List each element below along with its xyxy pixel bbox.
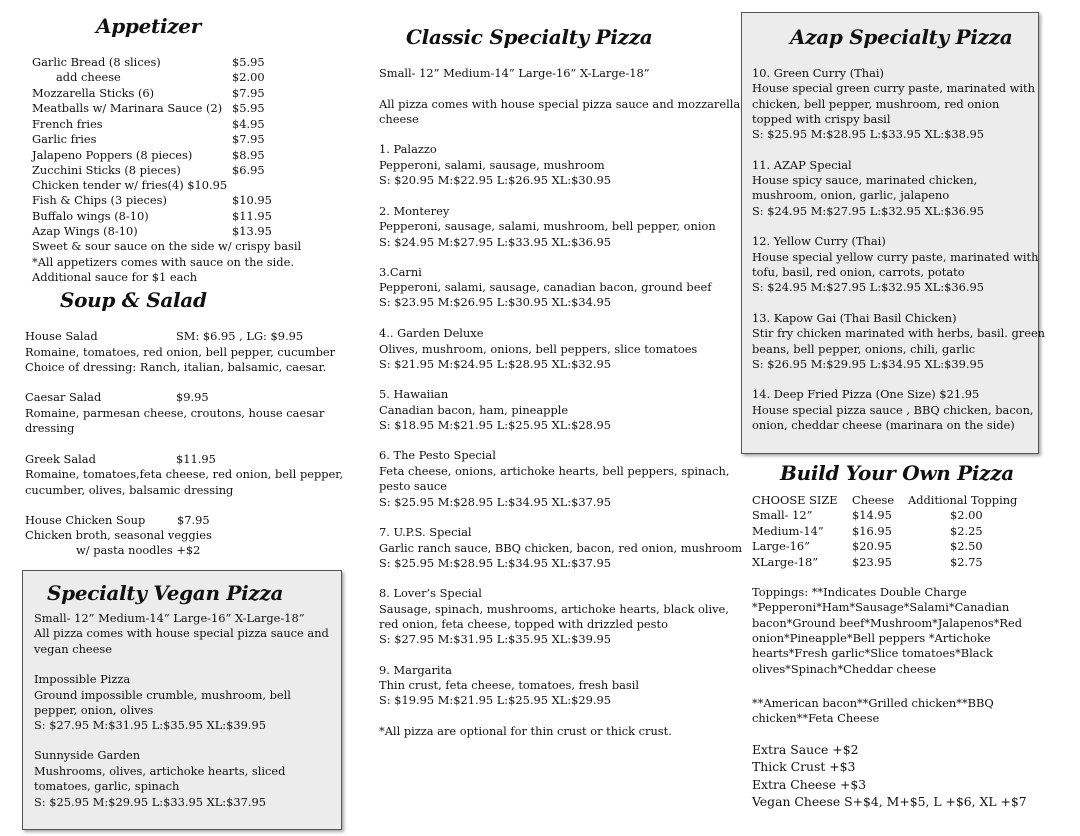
vegan-item-desc: pepper, onion, olives — [34, 703, 154, 717]
classic-item-prices: S: $27.95 M:$31.95 L:$35.95 XL:$39.95 — [379, 632, 611, 646]
azap-item-desc: topped with crispy basil — [752, 112, 891, 126]
appetizer-price: $5.95 — [232, 55, 265, 69]
azap-item-desc: onion, cheddar cheese (marinara on the side) — [752, 418, 1015, 432]
appetizer-item: Zucchini Sticks (8 pieces) — [32, 163, 181, 177]
classic-item-name: 2. Monterey — [379, 204, 450, 218]
classic-info: cheese — [379, 112, 419, 126]
azap-item-desc: House special green curry paste, marinated with — [752, 81, 1035, 95]
classic-item-desc: Garlic ranch sauce, BBQ chicken, bacon, red onion, mushroom — [379, 541, 743, 555]
greek-salad-name: Greek Salad — [25, 452, 96, 466]
classic-item-prices: S: $25.95 M:$28.95 L:$34.95 XL:$37.95 — [379, 495, 611, 509]
appetizer-item: Chicken tender w/ fries(4) $10.95 — [32, 178, 228, 192]
extra-cheese: Extra Cheese +$3 — [752, 777, 867, 792]
thick-crust: Thick Crust +$3 — [752, 759, 856, 774]
classic-item-prices: S: $21.95 M:$24.95 L:$28.95 XL:$32.95 — [379, 357, 611, 371]
azap-item-desc: beans, bell pepper, onions, chili, garlic — [752, 342, 976, 356]
caesar-salad-price: $9.95 — [176, 390, 209, 404]
azap-item-name: 11. AZAP Special — [752, 158, 852, 172]
toppings-line: bacon*Ground beef*Mushroom*Jalapenos*Red — [752, 616, 1023, 630]
azap-item-name: 14. Deep Fried Pizza (One Size) $21.95 — [752, 387, 980, 401]
azap-item-prices: S: $26.95 M:$29.95 L:$34.95 XL:$39.95 — [752, 357, 984, 371]
build-size: Medium-14” — [752, 524, 824, 538]
appetizer-item: Buffalo wings (8-10) — [32, 209, 149, 223]
classic-item-desc: pesto sauce — [379, 479, 448, 493]
classic-item-name: 3.Carni — [379, 265, 422, 279]
azap-item-desc: House special yellow curry paste, marinated with — [752, 250, 1039, 264]
build-header-cheese: Cheese — [852, 493, 895, 507]
classic-sizes: Small- 12” Medium-14” Large-16” X-Large-18” — [379, 66, 650, 80]
chicken-soup-desc: w/ pasta noodles +$2 — [76, 543, 201, 557]
azap-item-name: 13. Kapow Gai (Thai Basil Chicken) — [752, 311, 957, 325]
classic-item-desc: Thin crust, feta cheese, tomatoes, fresh basil — [379, 678, 640, 692]
house-salad-desc: Romaine, tomatoes, red onion, bell pepper, cucumber — [25, 345, 336, 359]
extra-sauce: Extra Sauce +$2 — [752, 742, 859, 757]
azap-item-name: 10. Green Curry (Thai) — [752, 66, 884, 80]
appetizer-item: Meatballs w/ Marinara Sauce (2) — [32, 101, 223, 115]
appetizer-note: *All appetizers comes with sauce on the side. — [32, 255, 294, 269]
appetizer-item: Azap Wings (8-10) — [32, 224, 138, 238]
vegan-item-prices: S: $25.95 M:$29.95 L:$33.95 XL:$37.95 — [34, 795, 266, 809]
vegan-item-name: Sunnyside Garden — [34, 748, 141, 762]
classic-item-desc: red onion, feta cheese, topped with drizzled pesto — [379, 617, 668, 631]
azap-item-desc: House special pizza sauce , BBQ chicken, bacon, — [752, 403, 1034, 417]
classic-item-desc: Feta cheese, onions, artichoke hearts, bell peppers, spinach, — [379, 464, 730, 478]
azap-item-prices: S: $24.95 M:$27.95 L:$32.95 XL:$36.95 — [752, 204, 984, 218]
classic-pizza-title: Classic Specialty Pizza — [406, 25, 653, 49]
classic-item-prices: S: $23.95 M:$26.95 L:$30.95 XL:$34.95 — [379, 295, 611, 309]
appetizer-item: Fish & Chips (3 pieces) — [32, 193, 167, 207]
classic-item-prices: S: $18.95 M:$21.95 L:$25.95 XL:$28.95 — [379, 418, 611, 432]
greek-salad-desc: Romaine, tomatoes,feta cheese, red onion, bell pepper, — [25, 467, 344, 481]
appetizer-price: $6.95 — [232, 163, 265, 177]
vegan-item-prices: S: $27.95 M:$31.95 L:$35.95 XL:$39.95 — [34, 718, 266, 732]
build-header-topping: Additional Topping — [908, 493, 1018, 507]
vegan-item-name: Impossible Pizza — [34, 672, 131, 686]
build-topping-price: $2.00 — [950, 508, 983, 522]
toppings-line: Toppings: **Indicates Double Charge — [752, 585, 967, 599]
classic-item-name: 7. U.P.S. Special — [379, 525, 472, 539]
build-size: XLarge-18” — [752, 555, 819, 569]
build-header-size: CHOOSE SIZE — [752, 493, 838, 507]
chicken-soup-name: House Chicken Soup — [25, 513, 146, 527]
azap-pizza-title: Azap Specialty Pizza — [790, 25, 1013, 49]
chicken-soup-price: $7.95 — [177, 513, 210, 527]
classic-item-desc: Canadian bacon, ham, pineapple — [379, 403, 569, 417]
appetizer-price: $13.95 — [232, 224, 272, 238]
double-toppings-line: chicken**Feta Cheese — [752, 711, 880, 725]
appetizer-item: Mozzarella Sticks (6) — [32, 86, 155, 100]
greek-salad-desc: cucumber, olives, balsamic dressing — [25, 483, 234, 497]
classic-item-name: 1. Palazzo — [379, 142, 437, 156]
toppings-line: *Pepperoni*Ham*Sausage*Salami*Canadian — [752, 600, 1010, 614]
classic-item-desc: Sausage, spinach, mushrooms, artichoke hearts, black olive, — [379, 602, 729, 616]
classic-item-name: 9. Margarita — [379, 663, 452, 677]
appetizer-item: Garlic Bread (8 slices) — [32, 55, 161, 69]
toppings-line: olives*Spinach*Cheddar cheese — [752, 662, 937, 676]
azap-item-desc: tofu, basil, red onion, carrots, potato — [752, 265, 965, 279]
vegan-item-desc: Mushrooms, olives, artichoke hearts, sliced — [34, 764, 286, 778]
soup-salad-title: Soup & Salad — [60, 288, 207, 312]
azap-item-desc: mushroom, onion, garlic, jalapeno — [752, 188, 950, 202]
azap-item-prices: S: $25.95 M:$28.95 L:$33.95 XL:$38.95 — [752, 127, 984, 141]
classic-item-name: 4.. Garden Deluxe — [379, 326, 484, 340]
build-topping-price: $2.25 — [950, 524, 983, 538]
classic-item-desc: Pepperoni, salami, sausage, canadian bacon, ground beef — [379, 280, 712, 294]
vegan-cheese: Vegan Cheese S+$4, M+$5, L +$6, XL +$7 — [752, 794, 1027, 809]
build-cheese-price: $23.95 — [852, 555, 892, 569]
appetizer-item: Garlic fries — [32, 132, 97, 146]
build-pizza-title: Build Your Own Pizza — [780, 461, 1014, 485]
caesar-salad-desc: dressing — [25, 421, 75, 435]
classic-info: All pizza comes with house special pizza sauce and mozzarella — [379, 97, 741, 111]
classic-item-desc: Pepperoni, sausage, salami, mushroom, bell pepper, onion — [379, 219, 716, 233]
appetizer-price: $11.95 — [232, 209, 272, 223]
azap-item-desc: Stir fry chicken marinated with herbs, basil. green — [752, 326, 1046, 340]
appetizer-title: Appetizer — [96, 14, 201, 38]
vegan-info: vegan cheese — [34, 642, 112, 656]
azap-item-prices: S: $24.95 M:$27.95 L:$32.95 XL:$36.95 — [752, 280, 984, 294]
appetizer-note: Additional sauce for $1 each — [32, 270, 198, 284]
appetizer-item: French fries — [32, 117, 103, 131]
vegan-item-desc: Ground impossible crumble, mushroom, bell — [34, 688, 291, 702]
build-cheese-price: $20.95 — [852, 539, 892, 553]
toppings-line: onion*Pineapple*Bell peppers *Artichoke — [752, 631, 991, 645]
classic-item-prices: S: $19.95 M:$21.95 L:$25.95 XL:$29.95 — [379, 693, 611, 707]
appetizer-price: $5.95 — [232, 101, 265, 115]
vegan-info: All pizza comes with house special pizza sauce and — [34, 626, 329, 640]
appetizer-item: Jalapeno Poppers (8 pieces) — [32, 148, 193, 162]
build-size: Small- 12” — [752, 508, 813, 522]
house-salad-price: SM: $6.95 , LG: $9.95 — [176, 329, 304, 343]
appetizer-price: $7.95 — [232, 132, 265, 146]
build-topping-price: $2.50 — [950, 539, 983, 553]
vegan-sizes: Small- 12” Medium-14” Large-16” X-Large-18” — [34, 611, 305, 625]
classic-item-name: 6. The Pesto Special — [379, 448, 496, 462]
appetizer-item: add cheese — [56, 70, 121, 84]
classic-item-prices: S: $24.95 M:$27.95 L:$33.95 XL:$36.95 — [379, 235, 611, 249]
double-toppings-line: **American bacon**Grilled chicken**BBQ — [752, 696, 994, 710]
house-salad-desc: Choice of dressing: Ranch, italian, balsamic, caesar. — [25, 360, 327, 374]
chicken-soup-desc: Chicken broth, seasonal veggies — [25, 528, 212, 542]
appetizer-price: $10.95 — [232, 193, 272, 207]
classic-footnote: *All pizza are optional for thin crust or thick crust. — [379, 724, 672, 738]
appetizer-price: $4.95 — [232, 117, 265, 131]
toppings-line: hearts*Fresh garlic*Slice tomatoes*Black — [752, 646, 993, 660]
build-size: Large-16” — [752, 539, 810, 553]
vegan-pizza-title: Specialty Vegan Pizza — [47, 581, 284, 605]
azap-item-name: 12. Yellow Curry (Thai) — [752, 234, 886, 248]
appetizer-note: Sweet & sour sauce on the side w/ crispy basil — [32, 239, 302, 253]
caesar-salad-name: Caesar Salad — [25, 390, 102, 404]
appetizer-price: $7.95 — [232, 86, 265, 100]
classic-item-desc: Olives, mushroom, onions, bell peppers, slice tomatoes — [379, 342, 698, 356]
greek-salad-price: $11.95 — [176, 452, 216, 466]
build-cheese-price: $16.95 — [852, 524, 892, 538]
azap-item-desc: House spicy sauce, marinated chicken, — [752, 173, 978, 187]
azap-item-desc: chicken, bell pepper, mushroom, red onion — [752, 97, 1000, 111]
build-cheese-price: $14.95 — [852, 508, 892, 522]
classic-item-prices: S: $20.95 M:$22.95 L:$26.95 XL:$30.95 — [379, 173, 611, 187]
classic-item-name: 8. Lover’s Special — [379, 586, 482, 600]
appetizer-price: $8.95 — [232, 148, 265, 162]
caesar-salad-desc: Romaine, parmesan cheese, croutons, house caesar — [25, 406, 325, 420]
build-topping-price: $2.75 — [950, 555, 983, 569]
classic-item-prices: S: $25.95 M:$28.95 L:$34.95 XL:$37.95 — [379, 556, 611, 570]
classic-item-name: 5. Hawaiian — [379, 387, 449, 401]
house-salad-name: House Salad — [25, 329, 98, 343]
vegan-item-desc: tomatoes, garlic, spinach — [34, 779, 180, 793]
classic-item-desc: Pepperoni, salami, sausage, mushroom — [379, 158, 605, 172]
appetizer-price: $2.00 — [232, 70, 265, 84]
